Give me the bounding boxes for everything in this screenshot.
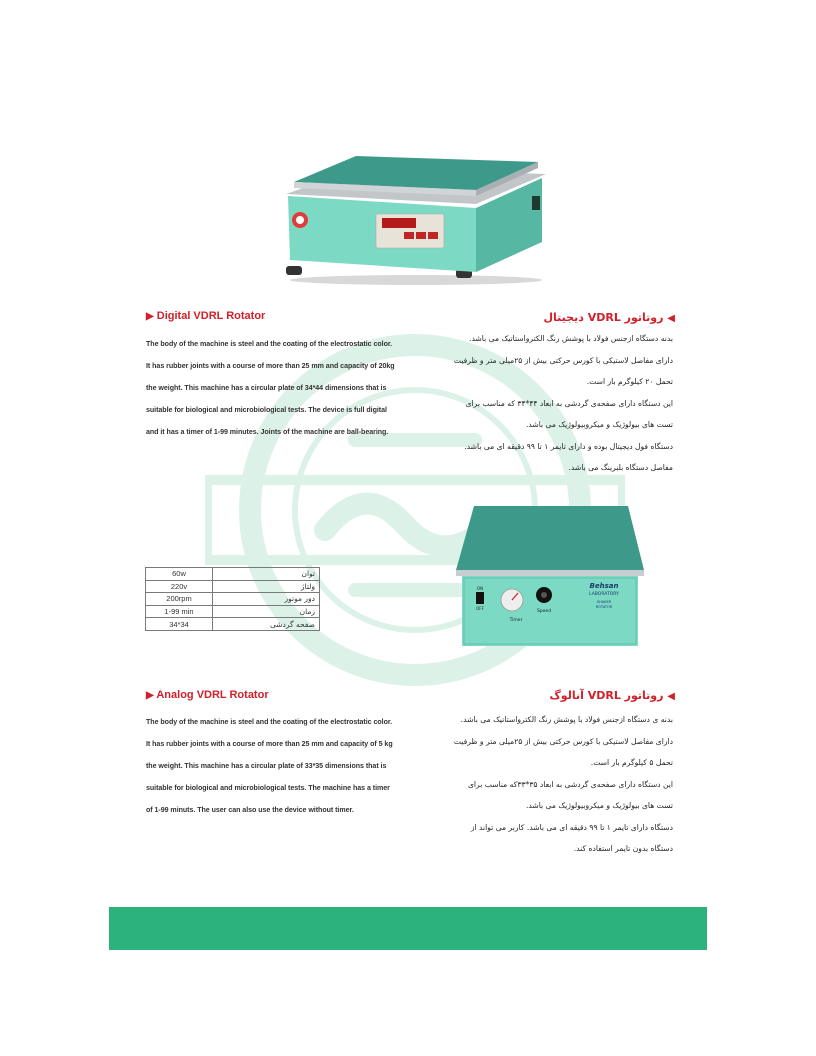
- spec-value: 60w: [146, 568, 213, 581]
- table-row: [146, 618, 320, 631]
- switch-on-label: ON: [476, 586, 484, 591]
- body-line: and it has a timer of 1-99 minutes. Joints of the machine are ball-bearing.: [146, 428, 389, 436]
- speed-label: Speed: [536, 609, 552, 614]
- table-row: [146, 593, 320, 606]
- body-line: suitable for biological and microbiological tests. The machine has a timer: [146, 784, 390, 792]
- body-line: The body of the machine is steel and the coating of the electrostatic color.: [146, 718, 393, 726]
- brand-sub: LABORATORY: [589, 592, 619, 597]
- body-line: of 1-99 minuts. The user can also use the device without timer.: [146, 806, 354, 814]
- body-line: the weight. This machine has a circular plate of 33*35 dimensions that is: [146, 762, 387, 770]
- digital-body-en: [146, 333, 406, 443]
- spec-label: دور موتور: [213, 593, 320, 606]
- digital-heading-fa: ◀ روتاتور VDRL دیجیتال: [543, 311, 675, 324]
- digital-rotator-image: [276, 138, 552, 286]
- switch-off-label: OFF: [476, 606, 484, 611]
- spec-label: صفحه گردشی: [213, 618, 320, 631]
- spec-label: توان: [213, 568, 320, 581]
- analog-rotator-image: [452, 500, 648, 652]
- body-line: The body of the machine is steel and the coating of the electrostatic color.: [146, 340, 393, 348]
- body-line: تست های بیولوژیک و میکروبیولوژیک می باشد.: [525, 420, 673, 429]
- body-line: بدنه دستگاه ازجنس فولاد با پوشش رنگ الکترواستاتیک می باشد.: [469, 334, 673, 343]
- timer-label: Timer: [509, 618, 523, 623]
- body-line: مفاصل دستگاه بلبرینگ می باشد.: [568, 463, 673, 472]
- body-line: It has rubber joints with a course of more than 25 mm and capacity of 20kg: [146, 362, 395, 370]
- digital-body-fa: [397, 328, 673, 479]
- body-line: It has rubber joints with a course of more than 25 mm and capacity of 5 kg: [146, 740, 393, 748]
- digital-heading-en: ▶ Digital VDRL Rotator: [146, 310, 266, 322]
- spec-table: [145, 567, 320, 631]
- body-line: تست های بیولوژیک و میکروبیولوژیک می باشد.: [525, 801, 673, 810]
- spec-value: 34*34: [146, 618, 213, 631]
- body-line: دستگاه فول دیجیتال بوده و دارای تایمر ۱ تا ۹۹ دقیقه ای می باشد.: [464, 441, 673, 451]
- body-line: تحمل ۲۰ کیلوگرم بار است.: [586, 377, 673, 386]
- model-line-1: SHAKER: [596, 600, 612, 604]
- table-row: [146, 605, 320, 618]
- body-line: دارای مفاصل لاستیکی با کورس حرکتی بیش از ۲۵میلی متر و ظرفیت: [453, 736, 673, 746]
- spec-value: 200rpm: [146, 593, 213, 606]
- body-line: the weight. This machine has a circular plate of 34*44 dimensions that is: [146, 384, 387, 392]
- analog-body-en: [146, 711, 406, 821]
- footer-band: [109, 907, 707, 950]
- body-line: suitable for biological and microbiological tests. The device is full digital: [146, 406, 387, 414]
- body-line: این دستگاه دارای صفحه‌ی گردشی به ابعاد ۴۴*۳۴ که مناسب برای: [465, 398, 673, 408]
- spec-value: 1-99 min: [146, 605, 213, 618]
- body-line: دستگاه دارای تایمر ۱ تا ۹۹ دقیقه ای می باشد. کاربر می تواند از: [470, 822, 673, 832]
- table-row: [146, 568, 320, 581]
- body-line: دارای مفاصل لاستیکی با کورس حرکتی بیش از ۲۵میلی متر و ظرفیت: [453, 355, 673, 365]
- spec-value: 220v: [146, 580, 213, 593]
- body-line: بدنه ی دستگاه ازجنس فولاد با پوشش رنگ الکترواستاتیک می باشد.: [460, 715, 673, 724]
- body-line: این دستگاه دارای صفحه‌ی گردشی به ابعاد ۳۵*۳۳که مناسب برای: [467, 779, 673, 789]
- spec-label: ولتاژ: [213, 580, 320, 593]
- model-line-2: ROTATOR: [595, 605, 613, 609]
- table-row: [146, 580, 320, 593]
- analog-heading-fa: ◀ روتاتور VDRL آنالوگ: [549, 689, 675, 702]
- body-line: دستگاه بدون تایمر استفاده کند.: [573, 844, 673, 853]
- brand-logo: Behsan: [589, 582, 619, 590]
- spec-label: زمان: [213, 605, 320, 618]
- body-line: تحمل ۵ کیلوگرم بار است.: [590, 758, 673, 767]
- analog-heading-en: ▶ Analog VDRL Rotator: [146, 689, 269, 701]
- analog-body-fa: [397, 709, 673, 860]
